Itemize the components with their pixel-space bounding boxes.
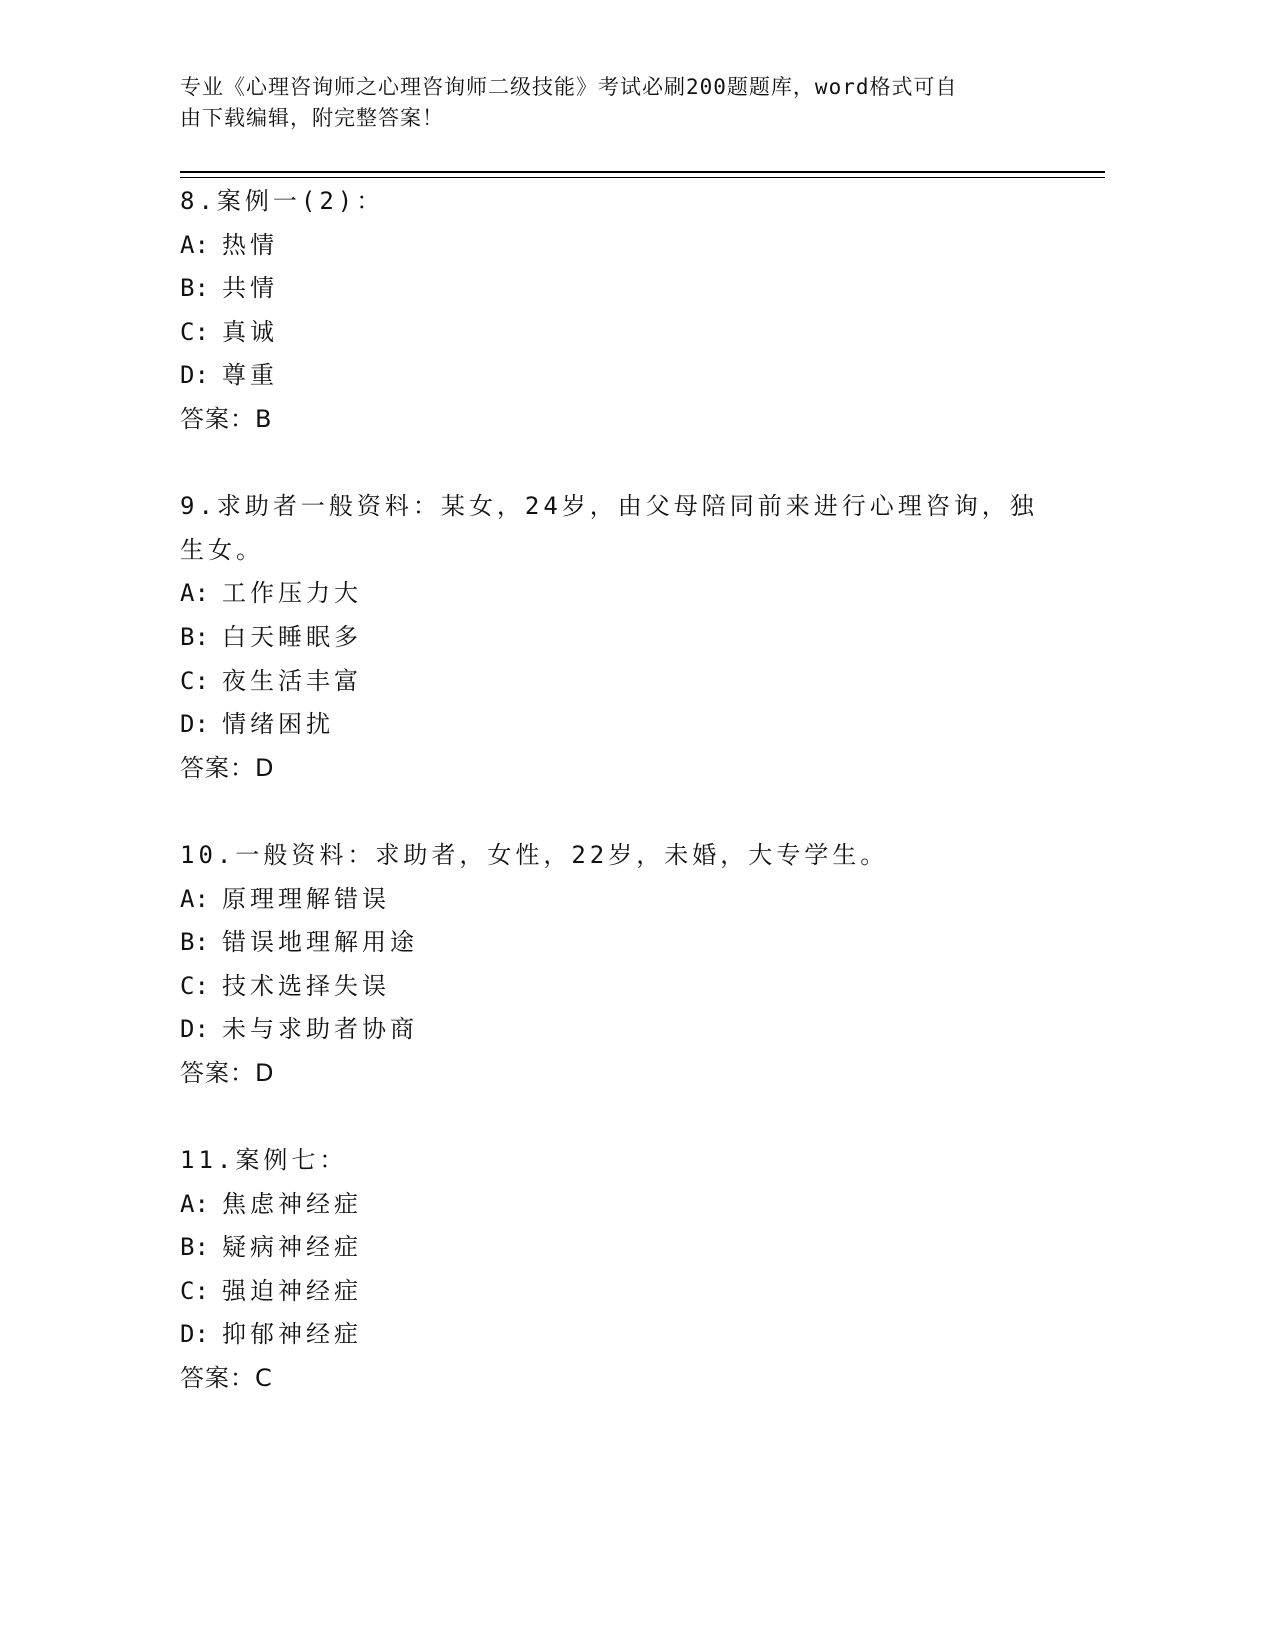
answer: 答案：D	[180, 753, 275, 782]
option	[180, 703, 1060, 747]
question-title: 11.案例七：	[180, 1146, 348, 1175]
option-text: 抑郁神经症	[222, 1320, 362, 1349]
option-label: C:	[180, 971, 209, 1000]
answer: 答案：D	[180, 1058, 275, 1087]
option-label: A:	[180, 230, 209, 259]
option	[180, 1313, 1060, 1357]
option-text: 未与求助者协商	[222, 1015, 418, 1044]
option-text: 共情	[222, 274, 278, 303]
option-label: D:	[180, 1320, 209, 1349]
option-text: 热情	[222, 230, 278, 259]
option-label: D:	[180, 710, 209, 739]
option-label: C:	[180, 317, 209, 346]
header-rule-thin	[180, 177, 1105, 178]
option-label: A:	[180, 884, 209, 913]
option-text: 错误地理解用途	[222, 928, 418, 957]
question-list	[180, 180, 1060, 1444]
option	[180, 660, 1060, 704]
option-text: 真诚	[222, 317, 278, 346]
option	[180, 965, 1060, 1009]
question	[180, 834, 1060, 1096]
option	[180, 616, 1060, 660]
option-text: 白天睡眠多	[222, 622, 362, 651]
option-label: A:	[180, 1189, 209, 1218]
option	[180, 267, 1060, 311]
option	[180, 921, 1060, 965]
option-text: 焦虑神经症	[222, 1189, 362, 1218]
option-text: 原理理解错误	[222, 884, 390, 913]
header-rule-thick	[180, 171, 1105, 173]
option	[180, 1270, 1060, 1314]
answer: 答案：C	[180, 1364, 273, 1393]
option-label: B:	[180, 1233, 209, 1262]
option	[180, 354, 1060, 398]
option-label: D:	[180, 361, 209, 390]
option-text: 强迫神经症	[222, 1276, 362, 1305]
option-label: C:	[180, 1276, 209, 1305]
option	[180, 1226, 1060, 1270]
header-line-1: 专业《心理咨询师之心理咨询师二级技能》考试必刷200题题库，word格式可自	[180, 75, 958, 99]
option-text: 工作压力大	[222, 579, 362, 608]
option-label: B:	[180, 274, 209, 303]
question	[180, 485, 1060, 790]
question	[180, 1139, 1060, 1401]
question	[180, 180, 1060, 442]
option-label: D:	[180, 1015, 209, 1044]
option-text: 疑病神经症	[222, 1233, 362, 1262]
option	[180, 224, 1060, 268]
option	[180, 311, 1060, 355]
option	[180, 1008, 1060, 1052]
question-title: 8.案例一(2)：	[180, 187, 385, 215]
question-title: 9.求助者一般资料：某女，24岁，由父母陪同前来进行心理咨询，独生女。	[180, 492, 1038, 564]
question-title: 10.一般资料：求助者，女性，22岁，未婚，大专学生。	[180, 840, 889, 869]
option-text: 尊重	[222, 361, 278, 390]
option-text: 技术选择失误	[222, 971, 390, 1000]
option	[180, 1183, 1060, 1227]
option-text: 夜生活丰富	[222, 666, 362, 695]
option-text: 情绪困扰	[222, 710, 334, 739]
option-label: A:	[180, 579, 209, 608]
document-header	[180, 72, 1060, 134]
header-line-2: 由下载编辑，附完整答案！	[180, 106, 444, 130]
option-label: C:	[180, 666, 209, 695]
option-label: B:	[180, 928, 209, 957]
option	[180, 878, 1060, 922]
answer: 答案：B	[180, 404, 273, 433]
option-label: B:	[180, 622, 209, 651]
option	[180, 572, 1060, 616]
